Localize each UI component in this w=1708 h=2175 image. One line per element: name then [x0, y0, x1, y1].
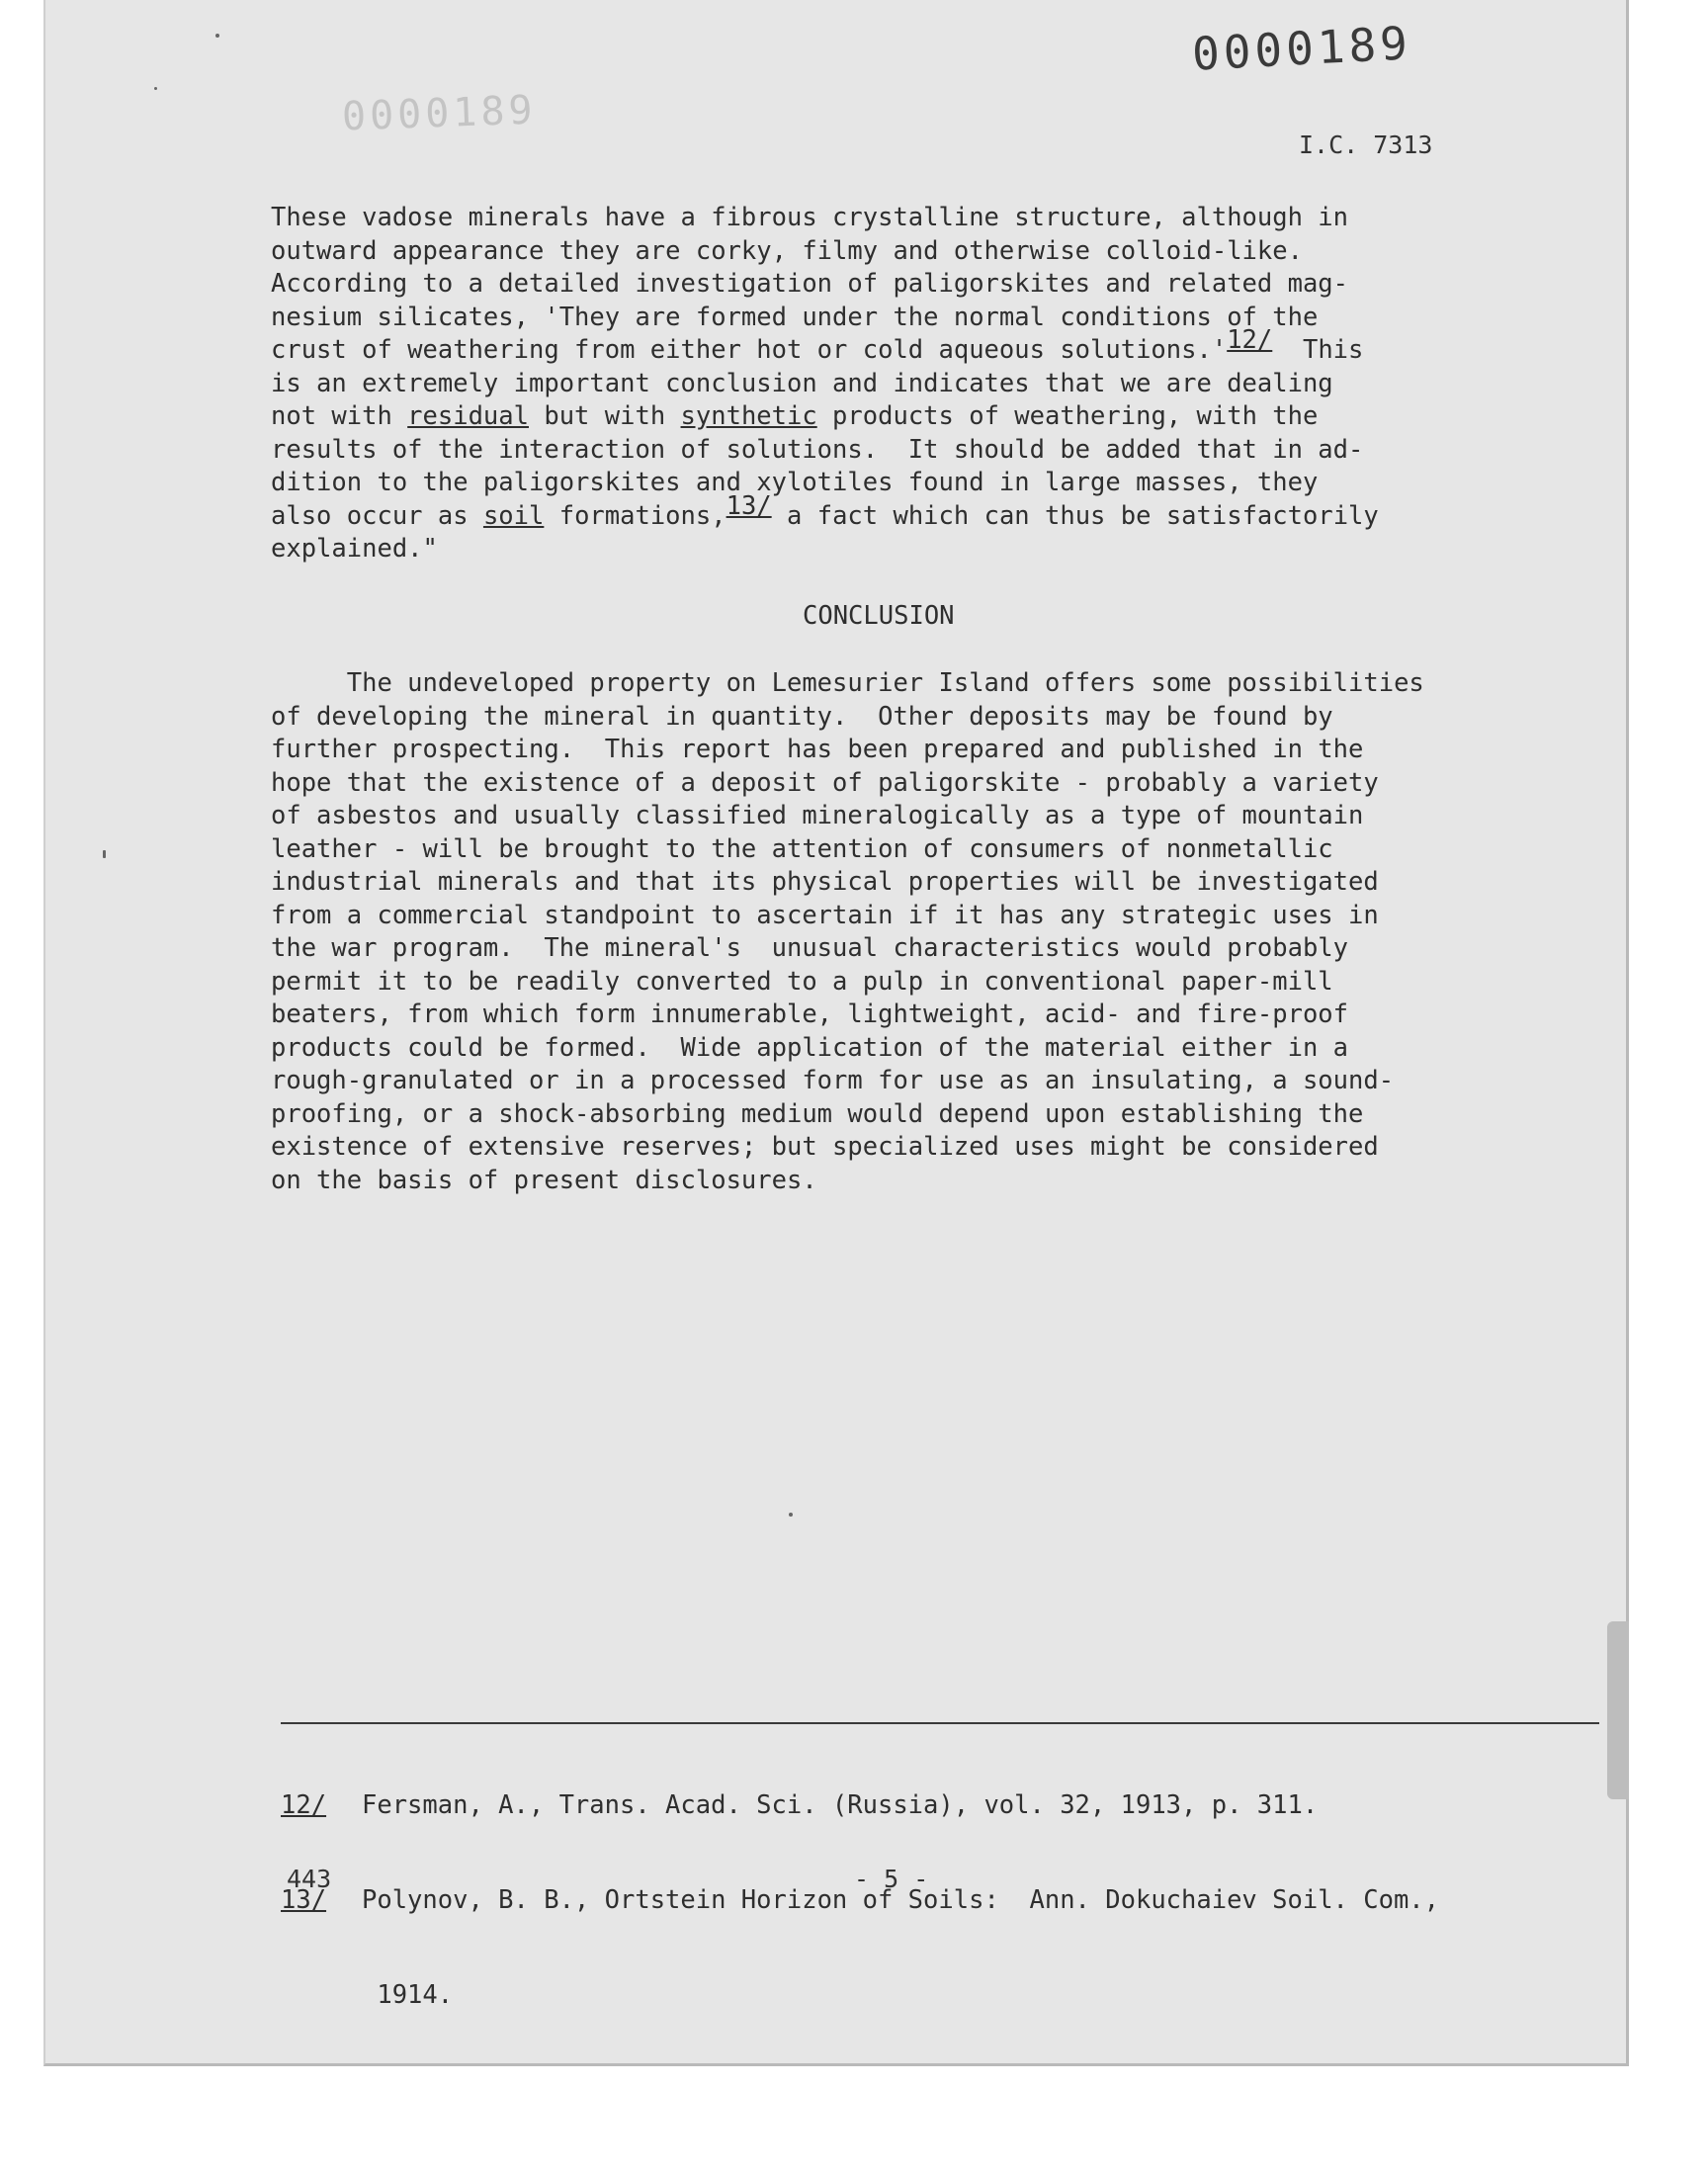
- text-line: but with: [529, 401, 681, 431]
- footnote-ref-12: 12/: [1227, 325, 1273, 355]
- page-stamp-number: 0000189: [1190, 16, 1413, 81]
- text-line: the war program. The mineral's unusual characteristics would probably: [271, 933, 1349, 963]
- text-line: of developing the mineral in quantity. Other deposits may be found by: [271, 701, 1333, 732]
- underlined-word-residual: residual: [407, 401, 529, 431]
- text-line: These vadose minerals have a fibrous crystalline structure, although in: [271, 203, 1349, 232]
- footnote-mark: 12/: [281, 1790, 327, 1820]
- underlined-word-synthetic: synthetic: [680, 401, 817, 431]
- text-line: not with: [271, 401, 408, 431]
- text-line: results of the interaction of solutions. It should be added that in ad-: [271, 434, 1364, 465]
- scan-speck: [154, 87, 157, 90]
- text-line: from a commercial standpoint to ascertain if it has any strategic uses in: [271, 900, 1379, 930]
- document-page: [43, 0, 1629, 2066]
- faded-stamp: 0000189: [341, 87, 538, 140]
- footnote-13-continuation: [281, 1979, 1439, 2011]
- text-line: leather - will be brought to the attention of consumers of nonmetallic: [271, 833, 1333, 864]
- text-line: on the basis of present disclosures.: [271, 1165, 817, 1195]
- underlined-word-soil: soil: [482, 500, 545, 531]
- page-edge-shadow: [1607, 1621, 1629, 1799]
- text-line: According to a detailed investigation of paligorskites and related mag-: [271, 269, 1349, 299]
- section-heading-conclusion: CONCLUSION: [803, 601, 955, 631]
- footnote-ref-13: 13/: [726, 490, 772, 521]
- text-line: The undeveloped property on Lemesurier Island offers some possibilities: [271, 668, 1424, 698]
- paragraph-conclusion: [271, 667, 1424, 1197]
- footnotes: [281, 1726, 1439, 2074]
- information-circular-number: I.C. 7313: [1299, 130, 1433, 159]
- text-line: industrial minerals and that its physical properties will be investigated: [271, 867, 1379, 897]
- footnote-mark: 13/: [281, 1885, 327, 1915]
- text-line: existence of extensive reserves; but specialized uses might be considered: [271, 1132, 1379, 1162]
- text-line: dition to the paligorskites and xylotiles found in large masses, they: [271, 468, 1319, 497]
- page-number: - 5 -: [854, 1865, 929, 1893]
- text-line: products could be formed. Wide application of the material either in a: [271, 1032, 1349, 1063]
- text-line: rough-granulated or in a processed form for use as an insulating, a sound-: [271, 1066, 1395, 1095]
- paragraph-vadose-minerals: [271, 202, 1379, 566]
- text-line: explained.": [271, 534, 438, 564]
- footnote-text: Fersman, A., Trans. Acad. Sci. (Russia), vol. 32, 1913, p. 311.: [362, 1790, 1319, 1820]
- text-line: This: [1272, 335, 1364, 365]
- text-line: is an extremely important conclusion and indicates that we are dealing: [271, 368, 1333, 398]
- footnote-text: Polynov, B. B., Ortstein Horizon of Soils: Ann. Dokuchaiev Soil. Com.,: [362, 1885, 1440, 1915]
- document-code: 443: [287, 1865, 332, 1893]
- text-line: formations,: [544, 500, 726, 531]
- text-line: outward appearance they are corky, filmy and otherwise colloid-like.: [271, 235, 1303, 266]
- text-line: a fact which can thus be satisfactorily: [771, 500, 1379, 531]
- footnote-divider: [281, 1722, 1599, 1724]
- scan-speck: [215, 34, 219, 38]
- text-line: hope that the existence of a deposit of paligorskite - probably a variety: [271, 767, 1379, 798]
- scan-speck: [789, 1513, 793, 1517]
- text-line: permit it to be readily converted to a pulp in conventional paper-mill: [271, 966, 1333, 997]
- footnote-text: 1914.: [362, 1980, 454, 2010]
- text-line: crust of weathering from either hot or cold aqueous solutions.': [271, 335, 1228, 365]
- footnote-12: [281, 1789, 1439, 1821]
- text-line: also occur as: [271, 500, 483, 531]
- text-line: products of weathering, with the: [816, 401, 1319, 431]
- text-line: further prospecting. This report has been prepared and published in the: [271, 735, 1364, 764]
- text-line: of asbestos and usually classified mineralogically as a type of mountain: [271, 801, 1364, 830]
- scan-speck: [103, 850, 106, 858]
- text-line: beaters, from which form innumerable, lightweight, acid- and fire-proof: [271, 1000, 1349, 1029]
- text-line: proofing, or a shock-absorbing medium would depend upon establishing the: [271, 1098, 1364, 1129]
- text-line: nesium silicates, 'They are formed under the normal conditions of the: [271, 302, 1319, 332]
